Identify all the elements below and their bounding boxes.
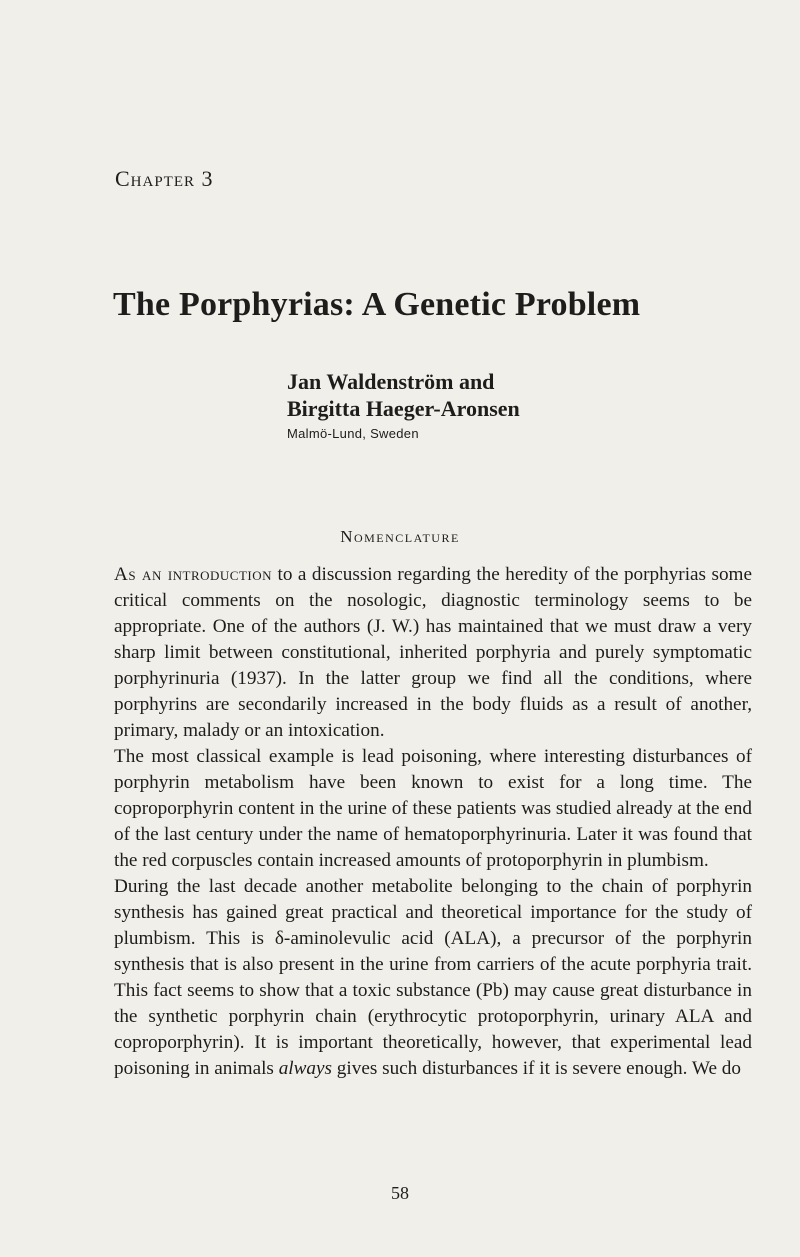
author-block [287,368,520,441]
body-text [114,562,752,1082]
author-affiliation: Malmö-Lund, Sweden [287,426,419,441]
section-heading: Nomenclature [340,527,460,546]
paragraph-1-text: to a discussion regarding the heredity of the porphyrias some critical comments on the nosologic, diagnostic terminology seems to be appropriate. One of the authors (J. W.) has maintained that we must draw a very sharp limit between constitutional, inherited porphyria and purely symptomatic porphyrinuria (1937). In the latter group we find all the conditions, where porphyrins are secondarily increased in the body fluids as a result of another, primary, malady or an intoxication. [114,564,752,741]
author-line-1: Jan Waldenström and [287,369,495,394]
author-line-2: Birgitta Haeger-Aronsen [287,396,520,421]
paragraph-1 [114,562,752,744]
page-number: 58 [391,1183,409,1203]
paragraph-3-emphasis: always [278,1058,332,1079]
chapter-title: The Porphyrias: A Genetic Problem [113,286,641,323]
paragraph-1-lead: As an introduction [114,564,273,585]
paragraph-3-tail: gives such disturbances if it is severe enough. We do [332,1058,741,1079]
paragraph-3 [114,874,752,1082]
paragraph-2: The most classical example is lead poisoning, where interesting disturbances of porphyrin metabolism have been known to exist for a long time. The coproporphyrin content in the urine of these patients was studied already at the end of the last century under the name of hematoporphyrinuria. Later it was found that the red corpuscles contain increased amounts of protoporphyrin in plumbism. [114,746,752,871]
paragraph-3-text: During the last decade another metabolite belonging to the chain of porphyrin synthesis has gained great practical and theoretical importance for the study of plumbism. This is δ-aminolevulic acid (ALA), a precursor of the porphyrin synthesis that is also present in the urine from carriers of the acute porphyria trait. This fact seems to show that a toxic substance (Pb) may cause great disturbance in the synthetic porphyrin chain (erythrocytic protoporphyrin, urinary ALA and coproporphyrin). It is important theoretically, however, that experimental lead poisoning in animals [114,876,752,1079]
chapter-label: Chapter 3 [115,166,214,191]
